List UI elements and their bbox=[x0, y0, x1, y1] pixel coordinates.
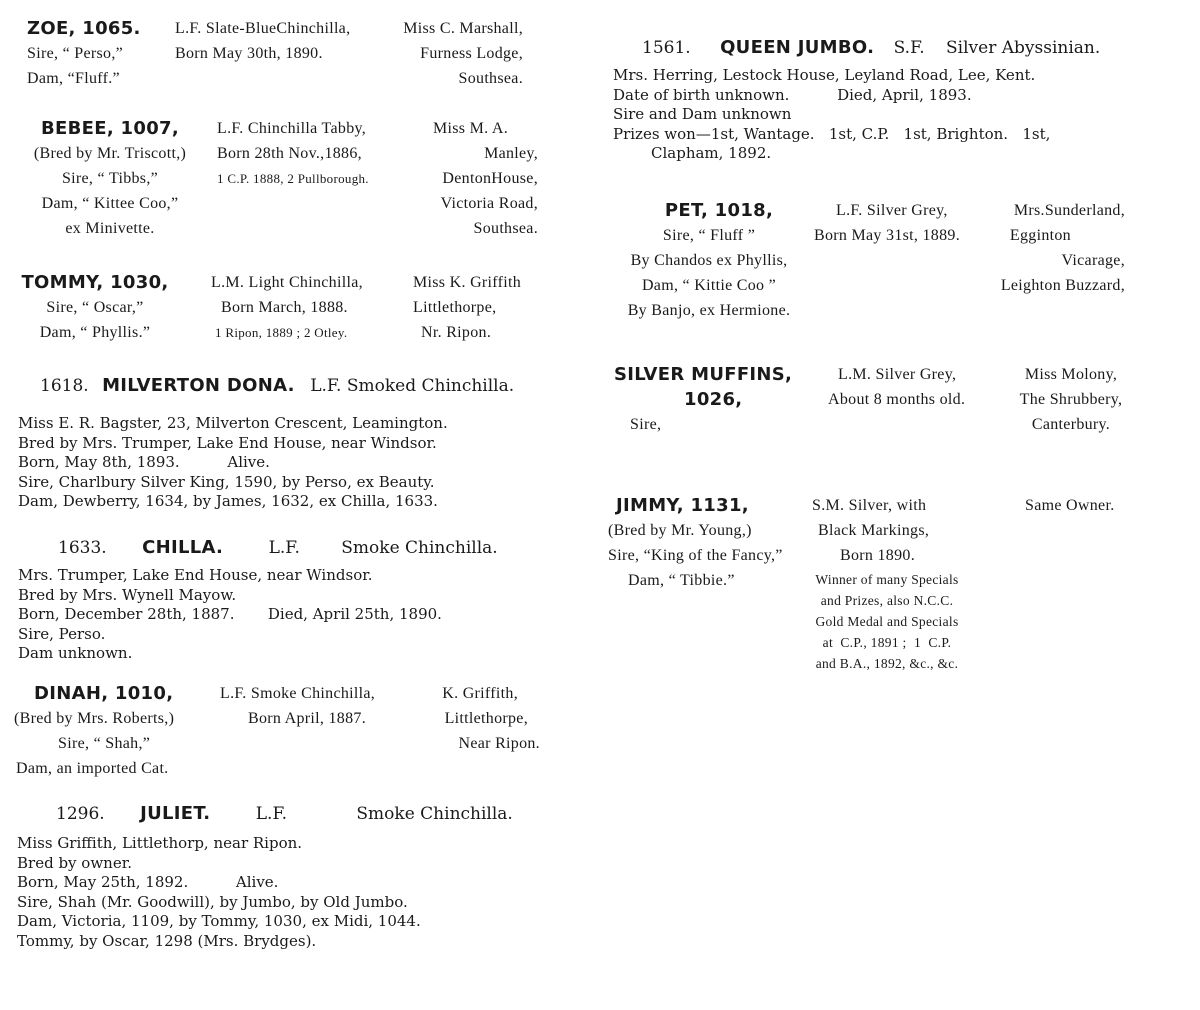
prizes-line: Winner of many Specials bbox=[815, 572, 959, 587]
breed-line: Smoke Chinchilla. bbox=[356, 804, 513, 824]
entry-name: SILVER MUFFINS, bbox=[614, 364, 793, 385]
owner-line: Miss C. Marshall, bbox=[403, 20, 523, 37]
address-line: Southsea. bbox=[458, 70, 523, 87]
entry-silver-muffins bbox=[600, 362, 1200, 442]
breeder-line: (Bred by Mrs. Roberts,) bbox=[14, 710, 175, 727]
entry-number: 1633. bbox=[58, 538, 107, 558]
entry-name: DINAH, 1010, bbox=[34, 683, 174, 704]
entry-name: CHILLA. bbox=[142, 537, 224, 558]
address-line: Nr. Ripon. bbox=[421, 324, 492, 341]
entry-number: 1618. bbox=[40, 376, 89, 396]
breed-line: Smoke Chinchilla. bbox=[341, 538, 498, 558]
sire-line: Sire, Perso. bbox=[18, 624, 106, 643]
born-line: Born March, 1888. bbox=[221, 299, 348, 316]
entry-jimmy bbox=[600, 493, 1200, 683]
entry-name: ZOE, 1065. bbox=[27, 18, 141, 39]
born-line: Born, May 25th, 1892. Alive. bbox=[17, 873, 279, 891]
dam-ex-line: ex Minivette. bbox=[65, 220, 155, 237]
sire-line: Sire, “ Perso,” bbox=[27, 45, 124, 62]
breed-line: L.F. Chinchilla Tabby, bbox=[217, 120, 367, 137]
owner-line: K. Griffith, bbox=[442, 685, 518, 702]
entry-name: QUEEN JUMBO. bbox=[720, 37, 875, 58]
born-line: Date of birth unknown. Died, April, 1893. bbox=[613, 85, 972, 104]
entry-name: MILVERTON DONA. bbox=[102, 375, 295, 396]
entry-milverton-dona bbox=[0, 376, 600, 516]
breed-code: S.F. bbox=[893, 38, 925, 58]
entry-dinah bbox=[0, 681, 600, 781]
dam-line: Dam, an imported Cat. bbox=[16, 760, 169, 777]
breed-line: L.F. Smoke Chinchilla, bbox=[220, 685, 376, 702]
prizes-line: 1 C.P. 1888, 2 Pullborough. bbox=[217, 171, 369, 186]
breed-line: L.F. Smoked Chinchilla. bbox=[310, 376, 515, 396]
prizes-line: at C.P., 1891 ; 1 C.P. bbox=[822, 635, 952, 650]
breed-line: L.M. Silver Grey, bbox=[838, 366, 957, 383]
entry-number: 1561. bbox=[642, 38, 691, 58]
sire-line: Sire, “ Tibbs,” bbox=[61, 170, 159, 187]
owner-line: Mrs.Sunderland, bbox=[1013, 202, 1125, 219]
breed-code: L.F. bbox=[255, 804, 287, 824]
dam-line: Dam unknown. bbox=[18, 644, 133, 662]
breed-code: L.F. bbox=[268, 538, 300, 558]
prizes-line: 1 Ripon, 1889 ; 2 Otley. bbox=[215, 325, 348, 340]
sire-line: Sire, “ Fluff ” bbox=[662, 227, 756, 244]
born-line: Born 1890. bbox=[840, 547, 915, 564]
sire-line: By Chandos ex Phyllis, bbox=[630, 252, 788, 269]
prizes-line: Gold Medal and Specials bbox=[815, 614, 959, 629]
dam-line: Dam, “ Tibbie.” bbox=[628, 572, 735, 589]
dam-line: Dam, “Fluff.” bbox=[27, 70, 120, 87]
breeder-line: Bred by Mrs. Trumper, Lake End House, near Windsor. bbox=[18, 433, 437, 452]
born-line: About 8 months old. bbox=[828, 391, 966, 408]
owner-line: Miss K. Griffith bbox=[413, 274, 522, 291]
owner-line: Mrs. Herring, Lestock House, Leyland Road, Lee, Kent. bbox=[613, 66, 1036, 84]
owner-line: Miss M. A. bbox=[432, 120, 508, 137]
entry-bebee bbox=[0, 116, 600, 246]
prizes-line: Prizes won—1st, Wantage. 1st, C.P. 1st, Brighton. 1st, bbox=[613, 124, 1051, 143]
prizes-line: and B.A., 1892, &c., &c. bbox=[815, 656, 959, 671]
born-line: Born May 30th, 1890. bbox=[175, 45, 323, 62]
address-line: Furness Lodge, bbox=[420, 45, 523, 62]
prizes-line: Clapham, 1892. bbox=[651, 144, 772, 162]
owner-line: Manley, bbox=[484, 145, 538, 162]
prizes-block bbox=[784, 569, 990, 674]
entry-number: 1296. bbox=[56, 804, 105, 824]
dam-line: Dam, Victoria, 1109, by Tommy, 1030, ex Midi, 1044. bbox=[17, 912, 421, 930]
entry-chilla bbox=[0, 538, 600, 668]
entry-name: BEBEE, 1007, bbox=[41, 118, 179, 139]
sire-line: Sire, “ Oscar,” bbox=[46, 299, 144, 316]
owner-line: Miss E. R. Bagster, 23, Milverton Crescent, Leamington. bbox=[18, 414, 448, 432]
entry-name: JIMMY, 1131, bbox=[616, 495, 749, 516]
address-line: The Shrubbery, bbox=[1019, 391, 1123, 408]
entry-name: PET, 1018, bbox=[664, 200, 774, 221]
breed-line: L.M. Light Chinchilla, bbox=[211, 274, 363, 291]
dam-line: Dam, Dewberry, 1634, by James, 1632, ex Chilla, 1633. bbox=[18, 492, 438, 510]
entry-zoe bbox=[0, 16, 600, 96]
born-line: Born April, 1887. bbox=[248, 710, 366, 727]
owner-line: Miss Griffith, Littlethorp, near Ripon. bbox=[17, 834, 303, 852]
sire-line: Sire, Charlbury Silver King, 1590, by Perso, ex Beauty. bbox=[18, 472, 435, 491]
breed-line: S.M. Silver, with bbox=[812, 497, 927, 514]
prizes-line: and Prizes, also N.C.C. bbox=[820, 593, 954, 608]
entry-tommy bbox=[0, 270, 600, 350]
address-line: Littlethorpe, bbox=[444, 710, 528, 727]
entry-pet bbox=[600, 198, 1200, 328]
entry-name: TOMMY, 1030, bbox=[21, 272, 169, 293]
dam-line: Dam, “ Kittie Coo ” bbox=[641, 277, 777, 294]
address-line: Egginton bbox=[1009, 227, 1071, 244]
breed-line: L.F. Silver Grey, bbox=[836, 202, 948, 219]
owner-line: Same Owner. bbox=[1025, 497, 1115, 514]
sire-line: Sire, Shah (Mr. Goodwill), by Jumbo, by Old Jumbo. bbox=[17, 892, 408, 911]
parents-line: Sire and Dam unknown bbox=[613, 105, 792, 123]
address-line: Victoria Road, bbox=[440, 195, 538, 212]
breeder-line: (Bred by Mr. Triscott,) bbox=[33, 145, 187, 162]
born-line: Born, May 8th, 1893. Alive. bbox=[18, 453, 270, 471]
address-line: Southsea. bbox=[473, 220, 538, 237]
breeder-line: Bred by owner. bbox=[17, 853, 132, 872]
breeder-line: (Bred by Mr. Young,) bbox=[608, 522, 752, 539]
sire-line: Sire, “ Shah,” bbox=[58, 735, 151, 752]
address-line: Near Ripon. bbox=[458, 735, 540, 752]
owner-line: Mrs. Trumper, Lake End House, near Windsor. bbox=[18, 566, 373, 584]
breed-line: Silver Abyssinian. bbox=[946, 38, 1101, 58]
breed-line: L.F. Slate-BlueChinchilla, bbox=[175, 20, 351, 37]
address-line: Littlethorpe, bbox=[413, 299, 497, 316]
address-line: Vicarage, bbox=[1061, 252, 1125, 269]
sire-line: Sire, “King of the Fancy,” bbox=[608, 547, 783, 564]
sire-line: Sire, bbox=[630, 416, 662, 433]
born-line: Born May 31st, 1889. bbox=[814, 227, 960, 244]
born-line: Born, December 28th, 1887. Died, April 25th, 1890. bbox=[18, 605, 442, 623]
breed-line: Black Markings, bbox=[818, 522, 930, 539]
dam-line: By Banjo, ex Hermione. bbox=[627, 302, 791, 319]
note-line: Tommy, by Oscar, 1298 (Mrs. Brydges). bbox=[17, 931, 317, 950]
dam-line: Dam, “ Kittee Coo,” bbox=[41, 195, 179, 212]
born-line: Born 28th Nov.,1886, bbox=[217, 145, 362, 162]
address-line: Canterbury. bbox=[1031, 416, 1111, 433]
address-line: DentonHouse, bbox=[442, 170, 538, 187]
dam-line: Dam, “ Phyllis.” bbox=[39, 324, 151, 341]
entry-number: 1026, bbox=[684, 389, 743, 410]
entry-name: JULIET. bbox=[140, 803, 211, 824]
breeder-line: Bred by Mrs. Wynell Mayow. bbox=[18, 585, 237, 604]
address-line: Leighton Buzzard, bbox=[1000, 277, 1125, 294]
entry-queen-jumbo bbox=[600, 38, 1200, 168]
owner-line: Miss Molony, bbox=[1024, 366, 1118, 383]
entry-juliet bbox=[0, 804, 600, 954]
